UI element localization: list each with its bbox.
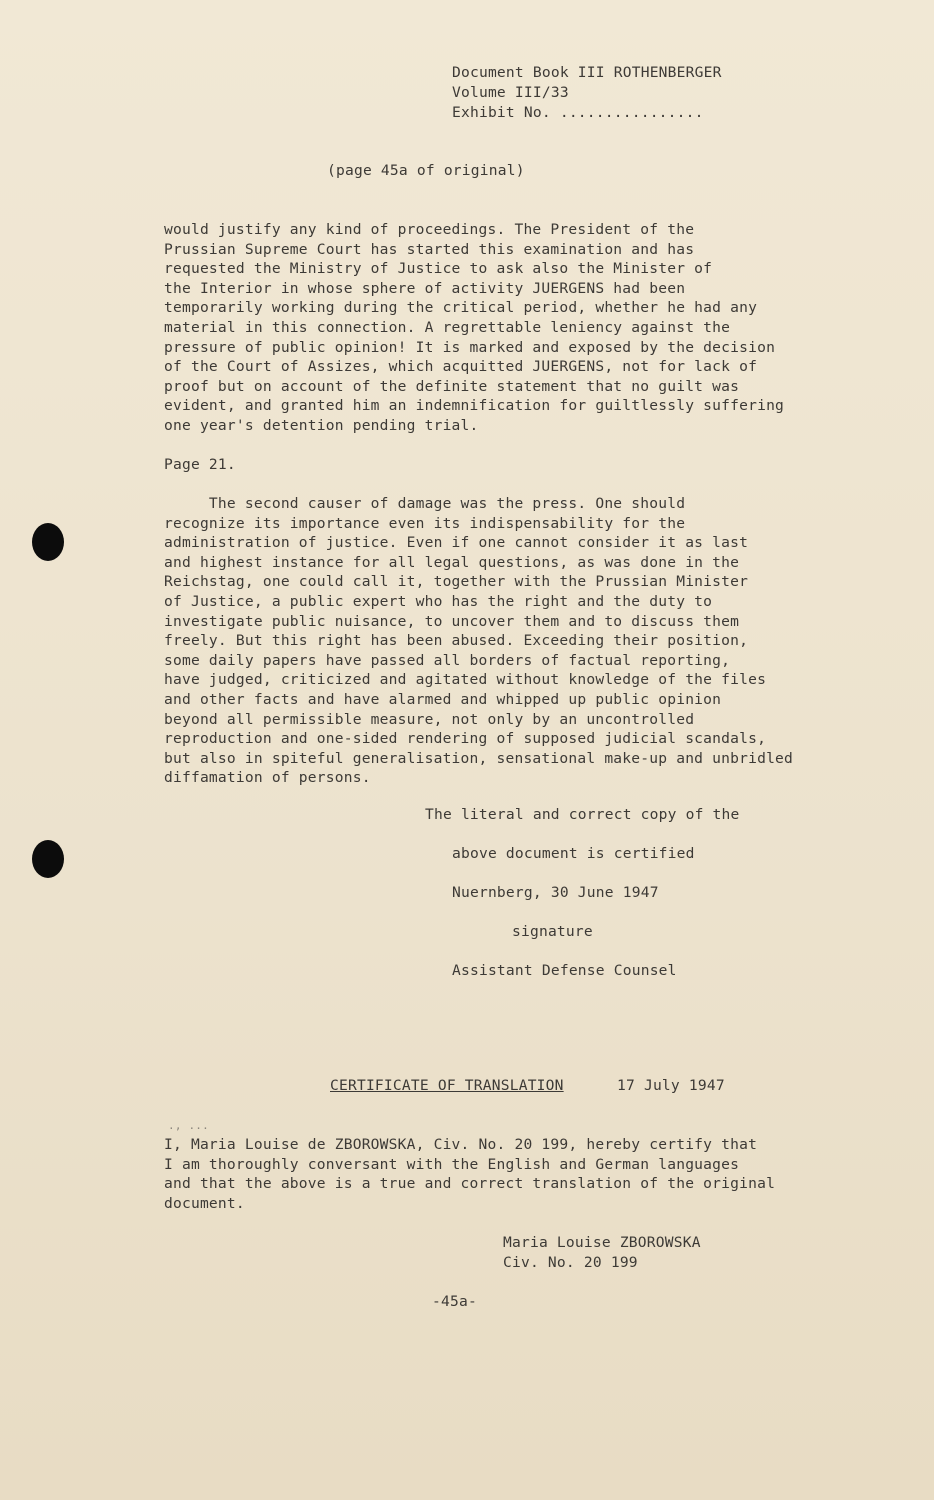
translator-name: Maria Louise ZBOROWSKA [503, 1234, 701, 1251]
punch-hole-lower [32, 840, 64, 878]
paragraph-2-line: investigate public nuisance, to uncover them and to discuss them [164, 612, 740, 630]
header-volume: Volume III/33 [452, 84, 569, 101]
translator-civ-no: Civ. No. 20 199 [503, 1254, 638, 1271]
paragraph-1-line: temporarily working during the critical period, whether he had any [164, 299, 758, 317]
paragraph-1-line: Prussian Supreme Court has started this examination and has [164, 240, 695, 258]
paragraph-1-line: evident, and granted him an indemnification for guiltlessly suffering [164, 397, 785, 415]
paragraph-1-line: the Interior in whose sphere of activity JUERGENS had been [164, 279, 686, 297]
paragraph-2-line: diffamation of persons. [164, 769, 371, 787]
paragraph-1-line: requested the Ministry of Justice to ask also the Minister of [164, 260, 713, 278]
page-21-label: Page 21. [164, 456, 236, 473]
paragraph-1-line: would justify any kind of proceedings. The President of the [164, 221, 695, 238]
paragraph-2-line: and highest instance for all legal questions, as was done in the [164, 553, 740, 571]
paragraph-2-line: administration of justice. Even if one cannot consider it as last [164, 534, 749, 552]
paragraph-1-line: pressure of public opinion! It is marked and exposed by the decision [164, 338, 776, 356]
header-exhibit-no: Exhibit No. ................ [452, 104, 704, 121]
paragraph-2-line: but also in spiteful generalisation, sensational make-up and unbridled [164, 749, 794, 767]
translation-body-line: document. [164, 1194, 245, 1212]
translation-body-line: I, Maria Louise de ZBOROWSKA, Civ. No. 20 199, hereby certify that [164, 1136, 758, 1153]
paragraph-2-line: freely. But this right has been abused. Exceeding their position, [164, 632, 749, 650]
translation-certificate-date: 17 July 1947 [617, 1077, 725, 1094]
certification-role: Assistant Defense Counsel [452, 962, 677, 979]
translation-certificate-title: CERTIFICATE OF TRANSLATION [330, 1077, 564, 1094]
paragraph-1-line: material in this connection. A regrettable leniency against the [164, 318, 731, 336]
paragraph-2-line: have judged, criticized and agitated without knowledge of the files [164, 671, 767, 689]
certification-line-2: above document is certified [452, 845, 695, 862]
certification-line-1: The literal and correct copy of the [425, 806, 740, 823]
paragraph-2-line: The second causer of damage was the press. One should [164, 495, 686, 512]
paragraph-2-line: recognize its importance even its indispensability for the [164, 514, 686, 532]
paragraph-1 [164, 220, 864, 436]
paragraph-1-line: proof but on account of the definite statement that no guilt was [164, 377, 740, 395]
certification-signature: signature [512, 923, 593, 940]
paragraph-2-line: of Justice, a public expert who has the right and the duty to [164, 592, 713, 610]
footer-page-number: -45a- [432, 1293, 477, 1310]
certification-place-date: Nuernberg, 30 June 1947 [452, 884, 659, 901]
paragraph-2-line: Reichstag, one could call it, together with the Prussian Minister [164, 573, 749, 591]
translation-body-line: I am thoroughly conversant with the English and German languages [164, 1155, 740, 1173]
paragraph-1-line: of the Court of Assizes, which acquitted JUERGENS, not for lack of [164, 358, 758, 376]
paragraph-2-line: some daily papers have passed all borders of factual reporting, [164, 651, 731, 669]
faint-mark: ., ... [168, 1119, 209, 1132]
paragraph-1-line: one year's detention pending trial. [164, 416, 479, 434]
punch-hole-upper [32, 523, 64, 561]
paragraph-2-line: beyond all permissible measure, not only by an uncontrolled [164, 710, 695, 728]
paragraph-2 [164, 494, 864, 788]
translation-body-line: and that the above is a true and correct translation of the original [164, 1175, 776, 1193]
paragraph-2-line: and other facts and have alarmed and whipped up public opinion [164, 690, 722, 708]
paragraph-2-line: reproduction and one-sided rendering of supposed judicial scandals, [164, 730, 767, 748]
translation-body [164, 1135, 864, 1213]
header-document-book: Document Book III ROTHENBERGER [452, 64, 722, 81]
page-reference: (page 45a of original) [327, 162, 525, 179]
